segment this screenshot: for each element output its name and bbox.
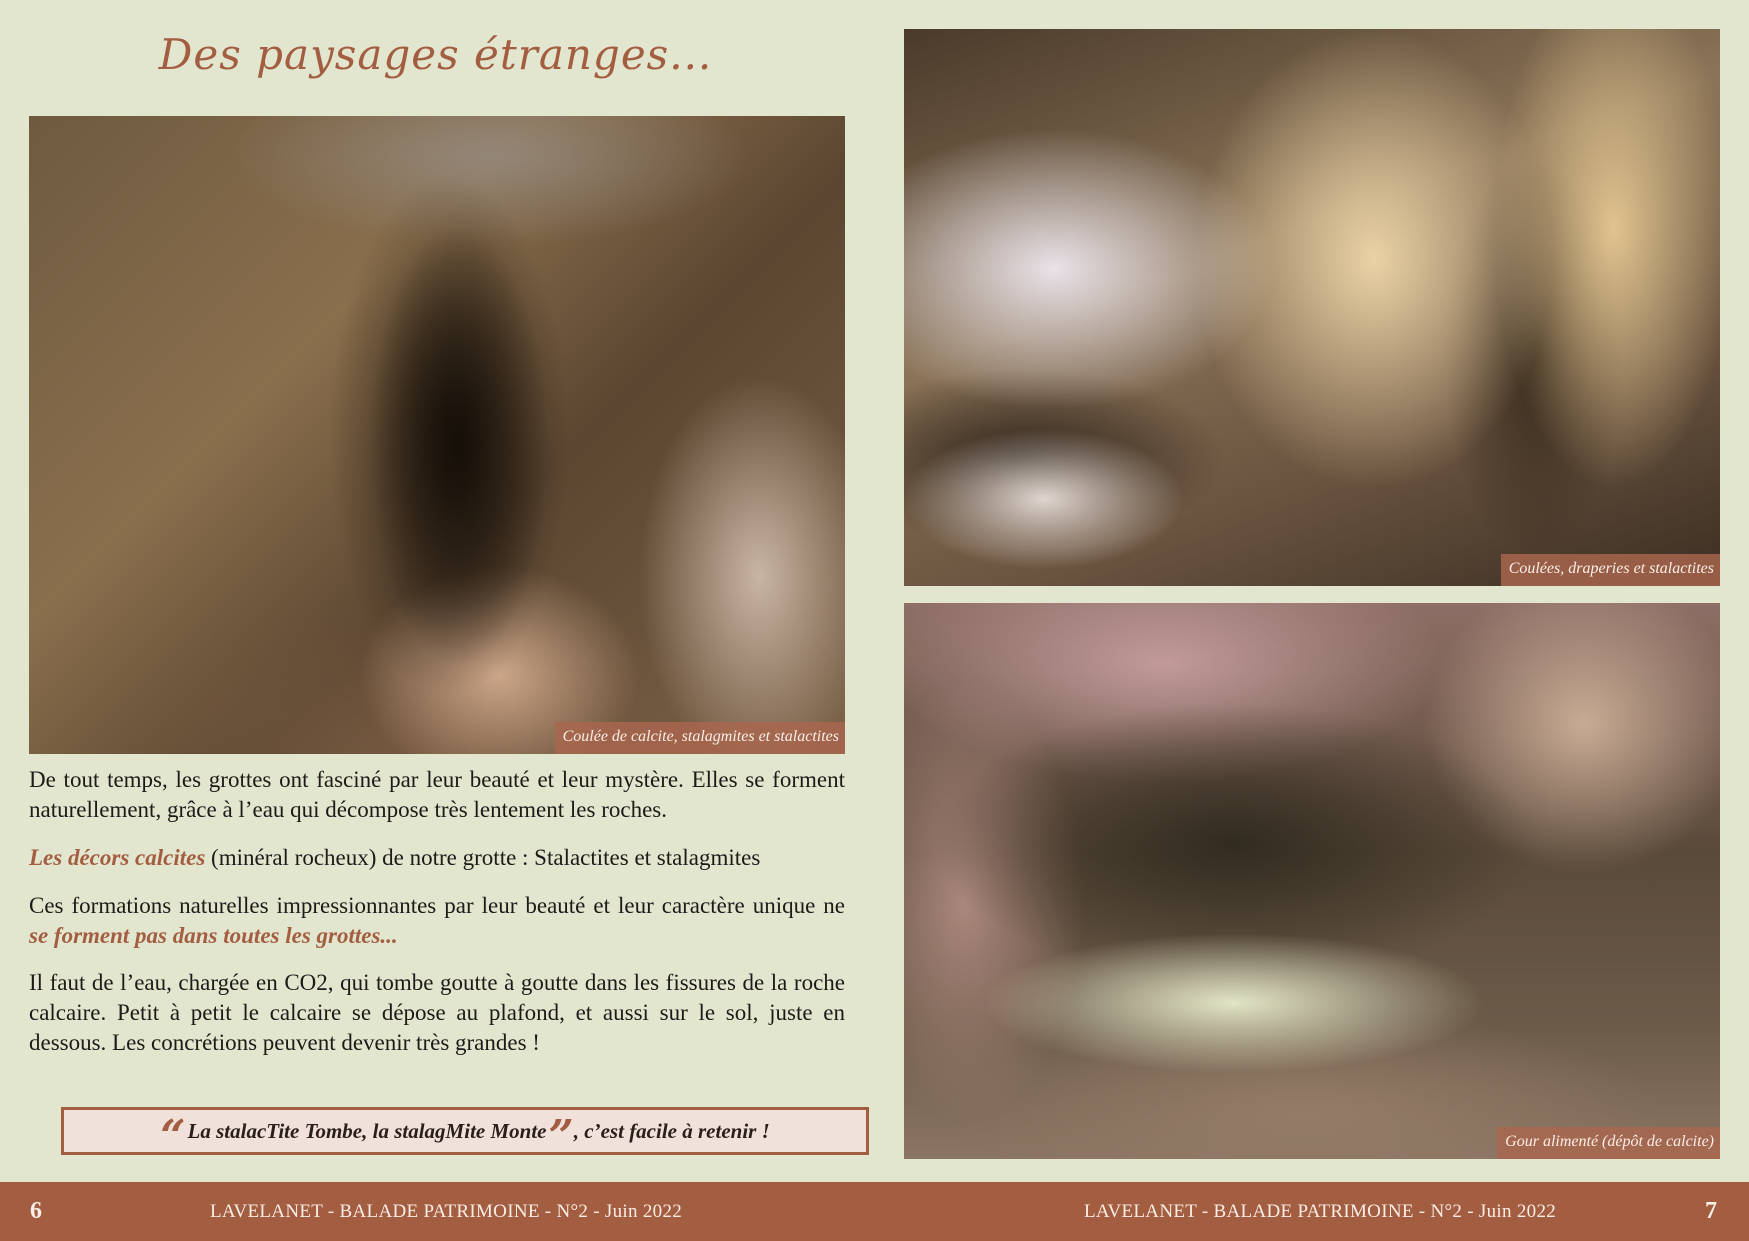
running-footer-left: LAVELANET - BALADE PATRIMOINE - N°2 - Juin 2022 [210, 1201, 683, 1222]
water-paragraph: Il faut de l’eau, chargée en CO2, qui tombe goutte à goutte dans les fissures de la roche calcaire. Petit à petit le calcaire se dépose au plafond, et aussi sur le sol, juste en dessous. Les concrétions peuvent devenir très grandes ! [29, 970, 845, 1055]
footer-bar [0, 1182, 1749, 1241]
intro-paragraph: De tout temps, les grottes ont fasciné par leur beauté et leur mystère. Elles se forment naturellement, grâce à l’eau qui décompose très lentement les roches. [29, 767, 845, 822]
quote-tail-text: , c’est facile à retenir ! [573, 1118, 770, 1143]
page-number-left: 6 [30, 1198, 42, 1224]
page-title: Des paysages étranges... [158, 30, 713, 79]
cave-photo-gour [904, 603, 1720, 1159]
page-number-right: 7 [1705, 1198, 1717, 1224]
calcite-text: (minéral rocheux) de notre grotte : Stalactites et stalagmites [205, 845, 761, 870]
calcite-highlight: Les décors calcites [29, 845, 206, 870]
cave-photo-calcite-flow [29, 116, 845, 754]
calcite-paragraph [29, 843, 845, 873]
running-footer-right: LAVELANET - BALADE PATRIMOINE - N°2 - Juin 2022 [1084, 1201, 1557, 1222]
formations-highlight: se forment pas dans toutes les grottes... [29, 923, 398, 948]
photo-caption: Coulée de calcite, stalagmites et stalactites [555, 722, 845, 754]
photo-caption: Gour alimenté (dépôt de calcite) [1497, 1127, 1720, 1159]
close-quote-icon: ” [548, 1111, 574, 1162]
formations-text: Ces formations naturelles impressionnantes par leur beauté et leur caractère unique ne [29, 893, 845, 918]
photo-caption: Coulées, draperies et stalactites [1501, 554, 1720, 586]
open-quote-icon: “ [160, 1111, 186, 1162]
mnemonic-quote-box [61, 1107, 869, 1162]
cave-photo-draperies [904, 29, 1720, 586]
formations-paragraph [29, 891, 845, 951]
quote-main-text: La stalacTite Tombe, la stalagMite Monte [187, 1118, 547, 1143]
